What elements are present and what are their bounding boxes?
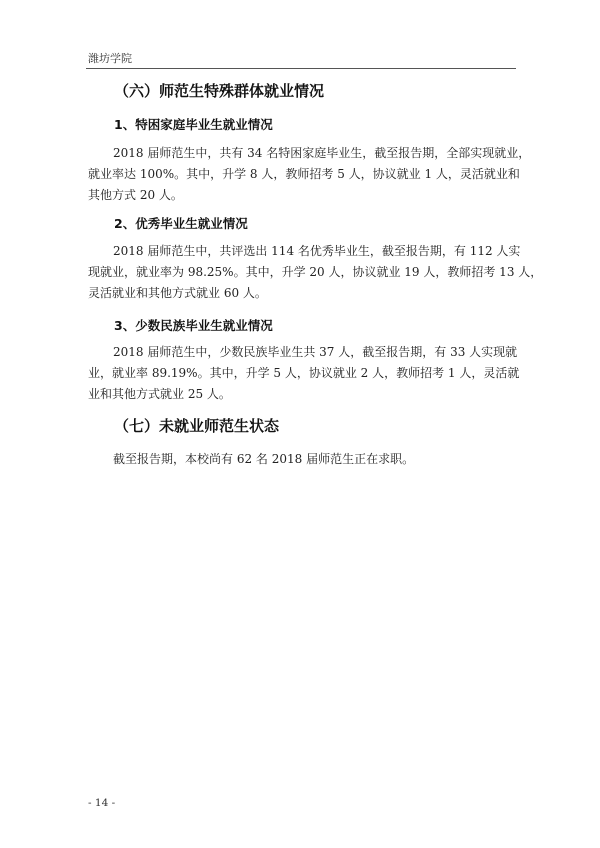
paragraph-line: 2018 届师范生中，共评选出 114 名优秀毕业生，截至报告期，有 112 人实	[113, 244, 521, 258]
paragraph-line: 截至报告期，本校尚有 62 名 2018 届师范生正在求职。	[113, 452, 415, 466]
section-heading-unemployed: （七）未就业师范生状态	[114, 417, 280, 435]
paragraph-line: 其他方式 20 人。	[88, 188, 183, 202]
paragraph-line: 2018 届师范生中，共有 34 名特困家庭毕业生，截至报告期，全部实现就业，	[113, 146, 531, 160]
subheading-excellent: 2、优秀毕业生就业情况	[114, 216, 248, 231]
section-heading-special-groups: （六）师范生特殊群体就业情况	[114, 82, 325, 100]
paragraph-line: 灵活就业和其他方式就业 60 人。	[88, 286, 267, 300]
header-divider	[86, 68, 516, 69]
subheading-poverty: 1、特困家庭毕业生就业情况	[114, 117, 273, 132]
paragraph-line: 现就业，就业率为 98.25%。其中，升学 20 人，协议就业 19 人，教师招考 13 人，	[88, 265, 543, 279]
page-number: - 14 -	[88, 797, 116, 809]
paragraph-line: 业，就业率 89.19%。其中，升学 5 人，协议就业 2 人，教师招考 1 人，灵活就	[88, 366, 520, 380]
paragraph-line: 业和其他方式就业 25 人。	[88, 387, 231, 401]
paragraph-line: 就业率达 100%。其中，升学 8 人，教师招考 5 人，协议就业 1 人，灵活就业和	[88, 167, 520, 181]
subheading-minority: 3、少数民族毕业生就业情况	[114, 318, 273, 333]
header-institution: 潍坊学院	[88, 52, 132, 65]
paragraph-line: 2018 届师范生中，少数民族毕业生共 37 人，截至报告期，有 33 人实现就	[113, 345, 518, 359]
